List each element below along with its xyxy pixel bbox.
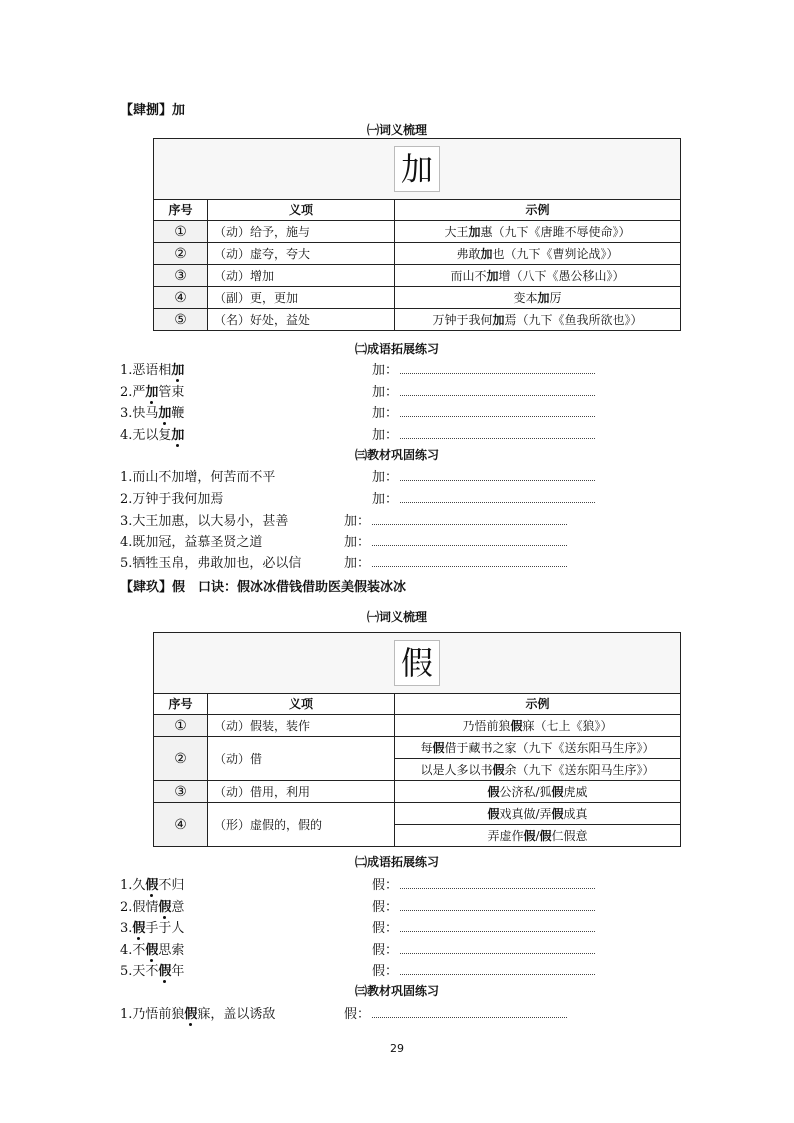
table-row: ② （动）借 每假借于藏书之家（九下《送东阳马生序》） xyxy=(154,737,681,759)
answer-field[interactable]: 假： xyxy=(372,939,595,958)
page-number: 29 xyxy=(390,1042,404,1055)
list-item: 5.天不假年 xyxy=(120,964,185,979)
list-item: 2.严加管束 xyxy=(120,385,185,400)
answer-field[interactable]: 假： xyxy=(344,1003,567,1022)
list-item: 1.乃悟前狼假寐，盖以诱敌 xyxy=(120,1007,276,1022)
answer-field[interactable]: 假： xyxy=(372,896,595,915)
answer-field[interactable]: 加： xyxy=(372,359,595,378)
col-meaning: 义项 xyxy=(208,200,395,221)
char-header xyxy=(154,139,681,200)
table-row: 以是人多以书假余（九下《送东阳马生序》） xyxy=(154,759,681,781)
table-row: ③ （动）借用，利用 假公济私/狐假虎威 xyxy=(154,781,681,803)
answer-field[interactable]: 假： xyxy=(372,960,595,979)
answer-field[interactable]: 加： xyxy=(344,531,567,550)
list-item: 2.万钟于我何加焉 xyxy=(120,492,224,507)
list-item: 3.假手于人 xyxy=(120,921,185,936)
meaning-table-jia xyxy=(153,138,681,331)
answer-field[interactable]: 加： xyxy=(372,402,595,421)
list-item: 1.而山不加增，何苦而不平 xyxy=(120,470,276,485)
answer-field[interactable]: 加： xyxy=(344,552,567,571)
char-box: 假 xyxy=(394,640,440,686)
list-item: 4.既加冠，益慕圣贤之道 xyxy=(120,535,263,550)
list-item: 3.大王加惠，以大易小，甚善 xyxy=(120,514,289,529)
answer-field[interactable]: 加： xyxy=(372,381,595,400)
table-row: ① （动）假装，装作 乃悟前狼假寐（七上《狼》） xyxy=(154,715,681,737)
table-row: 弄虚作假/假仁假意 xyxy=(154,825,681,847)
table-row: ④ （形）虚假的，假的 假戏真做/弄假成真 xyxy=(154,803,681,825)
subtitle-textbook-practice: ㈢教材巩固练习 xyxy=(354,448,439,462)
list-item: 4.不假思索 xyxy=(120,943,185,958)
list-item: 1.恶语相加 xyxy=(120,363,185,378)
list-item: 3.快马加鞭 xyxy=(120,406,185,421)
subtitle-word-meaning: ㈠词义梳理 xyxy=(366,123,427,137)
char-box: 加 xyxy=(394,146,440,192)
subtitle-textbook-practice: ㈢教材巩固练习 xyxy=(354,984,439,998)
answer-field[interactable]: 加： xyxy=(372,488,595,507)
list-item: 2.假情假意 xyxy=(120,900,185,915)
col-seq: 序号 xyxy=(154,200,208,221)
section-title-jia: 【肆捌】加 xyxy=(120,103,186,118)
subtitle-idiom-practice: ㈡成语拓展练习 xyxy=(354,342,439,356)
subtitle-idiom-practice: ㈡成语拓展练习 xyxy=(354,855,439,869)
table-row: ② （动）虚夸，夸大 弗敢加也（九下《曹刿论战》） xyxy=(154,243,681,265)
answer-field[interactable]: 加： xyxy=(372,424,595,443)
list-item: 1.久假不归 xyxy=(120,878,185,893)
table-row: ⑤ （名）好处，益处 万钟于我何加焉（九下《鱼我所欲也》） xyxy=(154,309,681,331)
char-header xyxy=(154,633,681,694)
meaning-table-jia3 xyxy=(153,632,681,847)
answer-field[interactable]: 加： xyxy=(372,466,595,485)
table-row: ① （动）给予，施与 大王加惠（九下《唐雎不辱使命》） xyxy=(154,221,681,243)
subtitle-word-meaning: ㈠词义梳理 xyxy=(366,610,427,624)
answer-field[interactable]: 假： xyxy=(372,917,595,936)
table-row: ③ （动）增加 而山不加增（八下《愚公移山》） xyxy=(154,265,681,287)
list-item: 4.无以复加 xyxy=(120,428,185,443)
table-row: ④ （副）更，更加 变本加厉 xyxy=(154,287,681,309)
answer-field[interactable]: 假： xyxy=(372,874,595,893)
col-meaning: 义项 xyxy=(208,694,395,715)
section-title-jia3: 【肆玖】假 口诀：假冰冰借钱借助医美假装冰冰 xyxy=(120,580,407,595)
col-example: 示例 xyxy=(395,200,681,221)
col-example: 示例 xyxy=(395,694,681,715)
col-seq: 序号 xyxy=(154,694,208,715)
list-item: 5.牺牲玉帛，弗敢加也，必以信 xyxy=(120,556,302,571)
answer-field[interactable]: 加： xyxy=(344,510,567,529)
